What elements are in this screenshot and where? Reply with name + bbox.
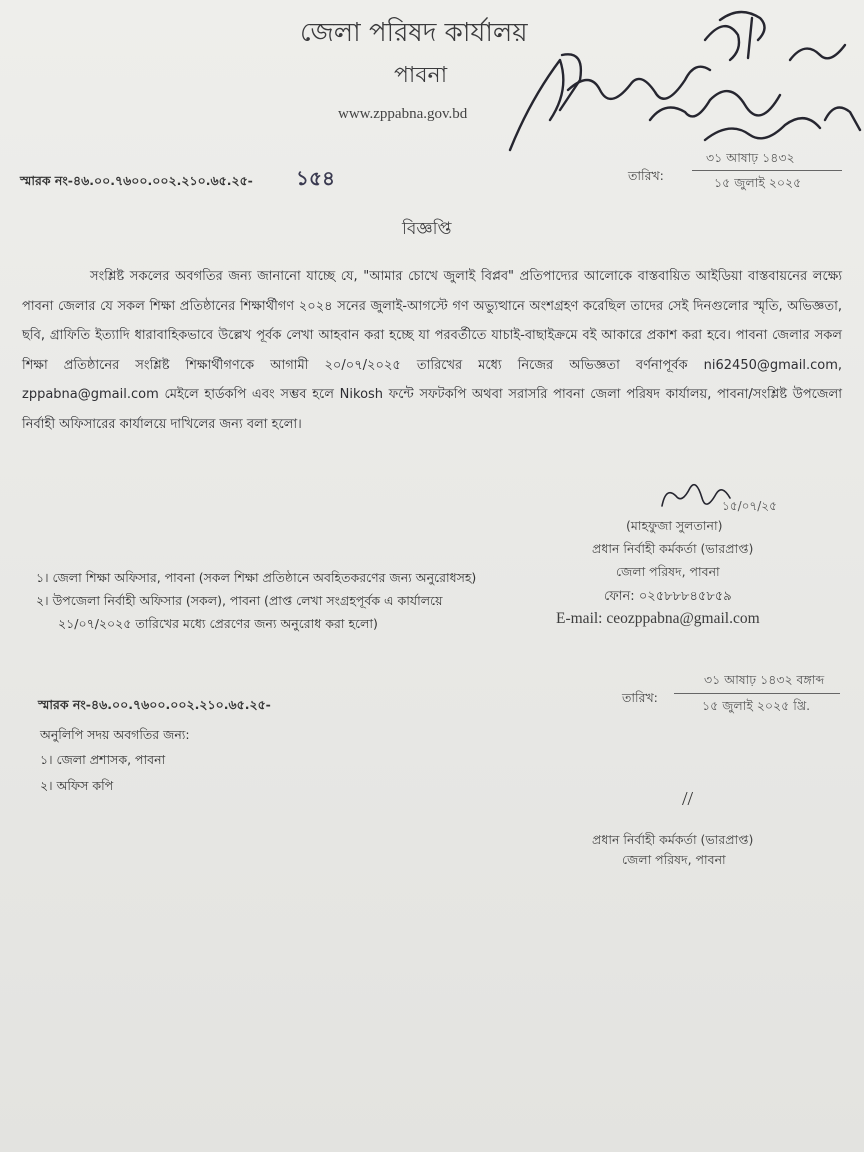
signatory-name: (মাহফুজা সুলতানা) xyxy=(626,518,723,533)
date-bangla: ৩১ আষাঢ় ১৪৩২ xyxy=(706,150,795,165)
distribution-item: ১। জেলা শিক্ষা অফিসার, পাবনা (সকল শিক্ষা প্রতিষ্ঠানে অবহিতকরণের জন্য অনুরোধসহ) xyxy=(36,570,477,585)
signatory-office: জেলা পরিষদ, পাবনা xyxy=(616,564,720,579)
notice-body: সংশ্লিষ্ট সকলের অবগতির জন্য জানানো যাচ্ছে যে, "আমার চোখে জুলাই বিপ্লব" প্রতিপাদ্যের আলোকে বাস্তবায়িত আইডিয়া বাস্তবায়নের লক্ষ্যে পাবনা জেলার যে সকল শিক্ষা প্রতিষ্ঠানের শিক্ষার্থীগণ ২০২৪ সনের জুলাই-আগস্টে গণ অভ্যুত্থানে অংশগ্রহণ করেছিল তাদের সেই দিনগুলোর স্মৃতি, অভিজ্ঞতা, ছবি, গ্রাফিতি ইত্যাদি ধারাবাহিকভাবে উল্লেখ পূর্বক লেখা আহবান করা হচ্ছে যা পরবর্তীতে যাচাই-বাছাইক্রমে বই আকারে প্রকাশ করা হবে। পাবনা জেলার সকল শিক্ষা প্রতিষ্ঠানের সংশ্লিষ্ট শিক্ষার্থীগণকে আগামী ২০/০৭/২০২৫ তারিখের মধ্যে নিজের অভিজ্ঞতা বর্ণনাপূর্বক ni62450@gmail.com, zppabna@gmail.com মেইলে হার্ডকপি এবং সম্ভব হলে Nikosh ফন্টে সফটকপি অথবা সরাসরি পাবনা জেলা পরিষদ কার্যালয়, পাবনা/সংশ্লিষ্ট উপজেলা নির্বাহী অফিসারের কার্যালয়ে দাখিলের জন্য বলা হলো। xyxy=(22,269,842,432)
copy-date-label: তারিখ: xyxy=(622,690,658,705)
copy-date-divider xyxy=(674,693,840,694)
copy-sign-mark: // xyxy=(682,788,694,810)
distribution-item: ২১/০৭/২০২৫ তারিখের মধ্যে প্রেরণের জন্য অনুরোধ করা হলো) xyxy=(58,616,378,631)
signed-date: ১৫/০৭/২৫ xyxy=(722,499,777,513)
copy-designation: প্রধান নির্বাহী কর্মকর্তা (ভারপ্রাপ্ত) xyxy=(592,832,754,847)
office-name-heading: জেলা পরিষদ কার্যালয় xyxy=(300,18,528,48)
distribution-item: ২। উপজেলা নির্বাহী অফিসার (সকল), পাবনা (প্রাপ্ত লেখা সংগ্রহপূর্বক এ কার্যালয়ে xyxy=(36,593,443,608)
district-name: পাবনা xyxy=(394,63,448,88)
copy-item: ২। অফিস কপি xyxy=(40,778,114,793)
memo-number: স্মারক নং-৪৬.০০.৭৬০০.০০২.২১০.৬৫.২৫- xyxy=(20,173,253,188)
notice-heading: বিজ্ঞপ্তি xyxy=(402,219,452,239)
office-phone: ফোন: ০২৫৮৮৮৪৫৮৫৯ xyxy=(604,589,732,604)
copy-office: জেলা পরিষদ, পাবনা xyxy=(622,852,726,867)
handwritten-annotation xyxy=(490,0,864,170)
signatory-designation: প্রধান নির্বাহী কর্মকর্তা (ভারপ্রাপ্ত) xyxy=(592,541,754,556)
copy-memo-number: স্মারক নং-৪৬.০০.৭৬০০.০০২.২১০.৬৫.২৫- xyxy=(38,697,271,712)
website-url: www.zppabna.gov.bd xyxy=(338,106,468,122)
date-label: তারিখ: xyxy=(628,168,664,183)
copy-date-english: ১৫ জুলাই ২০২৫ খ্রি. xyxy=(702,698,811,713)
copy-item: ১। জেলা প্রশাসক, পাবনা xyxy=(40,752,166,767)
date-english: ১৫ জুলাই ২০২৫ xyxy=(714,175,802,190)
copy-heading: অনুলিপি সদয় অবগতির জন্য: xyxy=(40,727,190,742)
memo-handwritten-number: ১৫৪ xyxy=(296,168,335,190)
copy-date-bangla: ৩১ আষাঢ় ১৪৩২ বঙ্গাব্দ xyxy=(704,672,825,687)
date-divider xyxy=(692,170,842,171)
office-email: E-mail: ceozppabna@gmail.com xyxy=(556,610,760,627)
